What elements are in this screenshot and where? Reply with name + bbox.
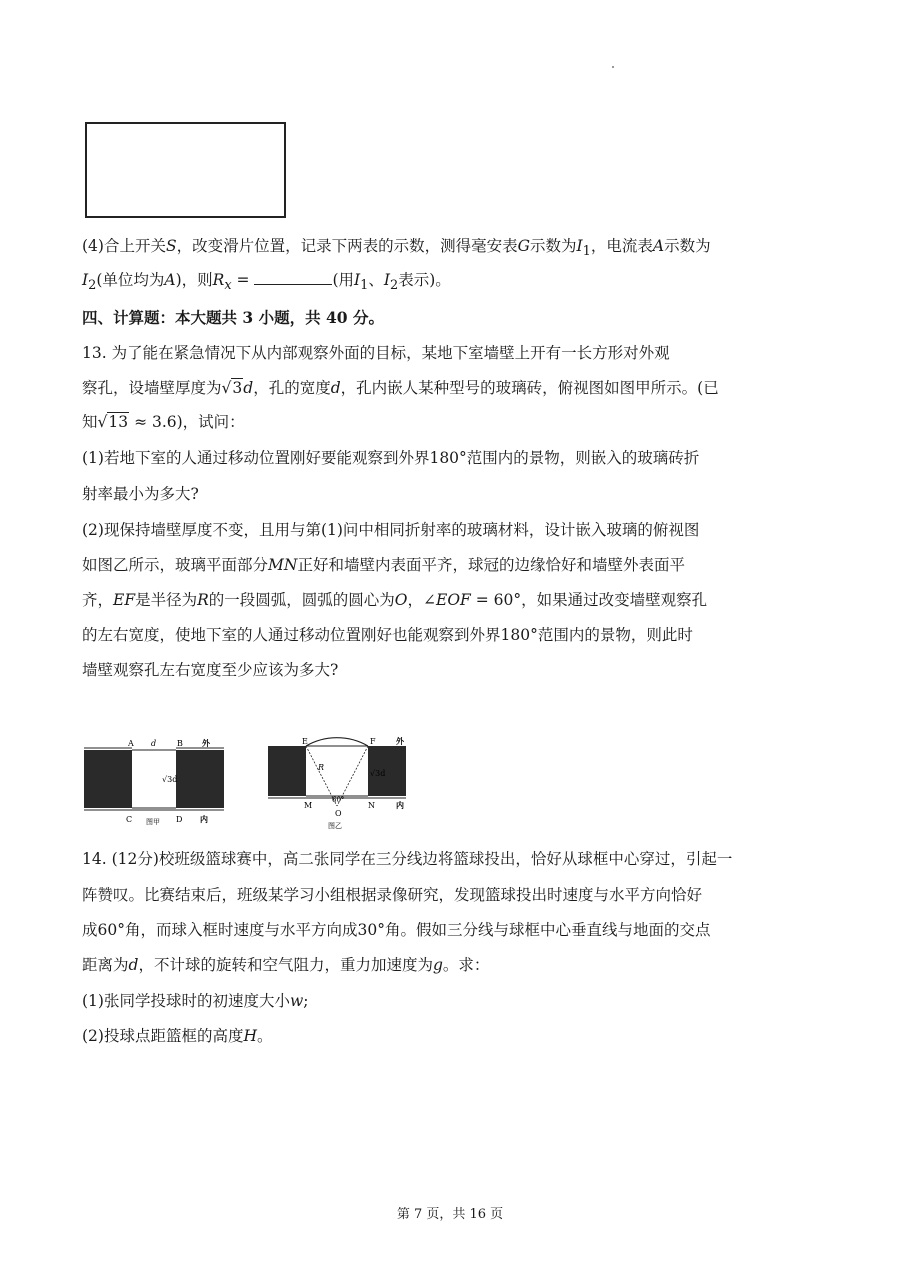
label-D: D: [176, 815, 183, 824]
label-nei: 内: [396, 801, 404, 810]
q13-part2-line5: 墙壁观察孔左右宽度至少应该为多大?: [82, 661, 339, 679]
label-B: B: [177, 739, 183, 748]
text: =: [231, 271, 255, 289]
label-F: F: [370, 737, 376, 746]
symbol-R: R: [212, 271, 225, 289]
symbol-I2: I: [383, 271, 391, 289]
symbol-S: S: [165, 237, 177, 255]
circuit-diagram-box: [85, 122, 286, 218]
label-wai: 外: [396, 737, 404, 746]
q14-line2: 阵赞叹。比赛结束后，班级某学习小组根据录像研究，发现篮球投出时速度与水平方向恰好: [82, 886, 703, 904]
symbol-d: d: [330, 379, 341, 397]
text: 察孔，设墙壁厚度为: [82, 379, 222, 397]
text: )，则: [175, 271, 213, 289]
text: 的一段圆弧，圆弧的圆心为: [208, 591, 395, 609]
symbol-MN: MN: [268, 556, 298, 574]
wall-right: [176, 750, 224, 808]
arc-EF: [306, 738, 368, 746]
label-nei: 内: [200, 815, 208, 824]
label-R: R: [318, 763, 325, 772]
q13-part2-line2: [82, 555, 685, 575]
q14-line4: [82, 955, 489, 975]
label-A: A: [128, 739, 134, 748]
subscript: 1: [582, 244, 591, 260]
q13-line3: 知√13 ≈ 3.6)，试问：: [82, 413, 245, 431]
label-d: d: [151, 739, 157, 748]
q13-part1-line2: 射率最小为多大?: [82, 485, 199, 503]
answer-blank[interactable]: [254, 270, 332, 285]
text: 。求：: [442, 956, 490, 974]
speck: [612, 66, 614, 68]
text: ，∠: [407, 591, 437, 609]
symbol-d: d: [128, 956, 139, 974]
sqrt-radicand: 3: [232, 379, 243, 397]
text: 示数为: [664, 237, 711, 255]
label-sqrt3d: √3d: [370, 769, 386, 778]
text: 是半径为: [135, 591, 198, 609]
q14-part1: [82, 991, 308, 1011]
wall-left: [84, 750, 132, 808]
symbol-G: G: [517, 237, 530, 255]
text: 正好和墙壁内表面平齐，球冠的边缘恰好和墙壁外表面平: [297, 556, 685, 574]
sqrt-radicand: 13: [108, 413, 129, 431]
text: (单位均为: [96, 271, 165, 289]
subscript: 2: [390, 278, 399, 294]
symbol-EF: EF: [113, 591, 136, 609]
symbol-R: R: [197, 591, 209, 609]
label-E: E: [302, 737, 308, 746]
label-C: C: [126, 815, 133, 824]
figure-jia: [80, 730, 260, 826]
symbol-A: A: [164, 271, 176, 289]
q14-line1: 14. (12分)校班级篮球赛中，高二张同学在三分线边将篮球投出，恰好从球框中心穿过，引起一: [82, 850, 733, 868]
q13-part2-line1: (2)现保持墙壁厚度不变，且用与第(1)问中相同折射率的玻璃材料，设计嵌入玻璃的俯视图: [82, 521, 700, 539]
page-footer: 第 7 页，共 16 页: [396, 1207, 504, 1222]
label-O: O: [335, 809, 342, 818]
q14-part2: [82, 1026, 273, 1046]
text: ，孔的宽度: [253, 379, 331, 397]
q12-part4-line2: [82, 270, 451, 296]
text: 如图乙所示，玻璃平面部分: [82, 556, 269, 574]
label-angle: 60°: [332, 796, 345, 804]
symbol-O: O: [394, 591, 408, 609]
q13-line2: 察孔，设墙壁厚度为√3d，孔的宽度d，孔内嵌人某种型号的玻璃砖，俯视图如图甲所示。(已: [82, 379, 719, 397]
text: ，孔内嵌人某种型号的玻璃砖，俯视图如图甲所示。(已: [340, 379, 719, 397]
symbol-w: w: [289, 992, 304, 1010]
label-sqrt3d: √3d: [162, 775, 178, 784]
symbol-EOF: EOF: [436, 591, 471, 609]
symbol-I1: I: [354, 271, 361, 289]
text: 知: [82, 413, 98, 431]
text: ，不计球的旋转和空气阻力，重力加速度为: [138, 956, 433, 974]
text: 距离为: [82, 956, 129, 974]
text: 示数为: [530, 237, 577, 255]
text: (2)投球点距篮框的高度: [82, 1027, 244, 1045]
subscript: x: [224, 278, 232, 294]
symbol-g: g: [432, 956, 443, 974]
figure-yi: [266, 726, 426, 834]
text: ;: [303, 992, 309, 1010]
text: 。: [257, 1027, 273, 1045]
symbol-I1: I: [576, 237, 583, 255]
symbol-A: A: [652, 237, 665, 255]
label-M: M: [304, 801, 313, 810]
wall-left: [268, 746, 306, 796]
text: (4)合上开关: [82, 237, 166, 255]
text: ≈ 3.6)，试问：: [129, 413, 245, 431]
text: 、: [368, 271, 384, 289]
subscript: 2: [88, 278, 97, 294]
label-N: N: [368, 801, 375, 810]
text: = 60°，如果通过改变墙壁观察孔: [470, 591, 708, 609]
q13-part2-line3: [82, 590, 707, 610]
symbol-H: H: [243, 1027, 257, 1045]
caption-jia: 图甲: [146, 818, 160, 826]
q13-part2-line4: 的左右宽度，使地下室的人通过移动位置刚好也能观察到外界180°范围内的景物，则此时: [82, 626, 693, 644]
q13-part1-line1: (1)若地下室的人通过移动位置刚好要能观察到外界180°范围内的景物，则嵌入的玻璃砖折: [82, 449, 700, 467]
caption-yi: 图乙: [328, 822, 342, 830]
section-title: 四、计算题：本大题共 3 小题，共 40 分。: [82, 308, 384, 327]
text: 表示)。: [398, 271, 451, 289]
subscript: 1: [360, 278, 369, 294]
text: (用: [332, 271, 355, 289]
text: ，改变滑片位置，记录下两表的示数，测得毫安表: [176, 237, 518, 255]
q13-line1: 13. 为了能在紧急情况下从内部观察外面的目标，某地下室墙壁上开有一长方形对外观: [82, 344, 670, 362]
label-wai: 外: [202, 739, 210, 748]
symbol-d: d: [243, 379, 254, 397]
q12-part4-line1: [82, 236, 711, 262]
symbol-I2: I: [82, 271, 89, 289]
q14-line3: 成60°角，而球入框时速度与水平方向成30°角。假如三分线与球框中心垂直线与地面的交点: [82, 921, 711, 939]
text: (1)张同学投球时的初速度大小: [82, 992, 290, 1010]
text: 齐，: [82, 591, 114, 609]
text: ，电流表: [590, 237, 653, 255]
